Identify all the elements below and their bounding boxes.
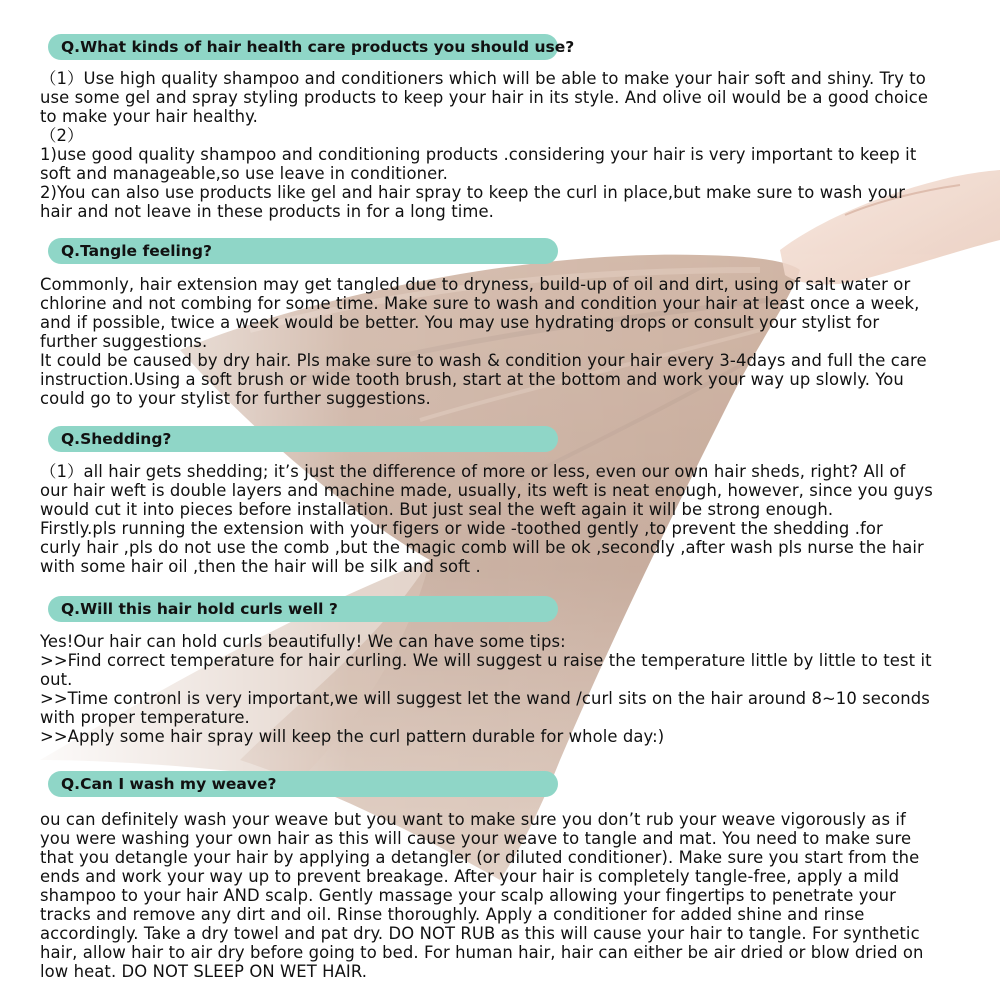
answer-line: to make your hair healthy.: [40, 107, 258, 126]
answer-line: out.: [40, 670, 73, 689]
answer-line: （1）Use high quality shampoo and conditioners which will be able to make your hair soft and shiny. Try to: [40, 69, 926, 88]
answer-line: use some gel and spray styling products to keep your hair in its style. And olive oil would be a good choice: [40, 88, 929, 107]
faq-heading-shedding: Q.Shedding?: [48, 426, 558, 452]
answer-line: soft and manageable,so use leave in conditioner.: [40, 164, 448, 183]
answer-line: 1)use good quality shampoo and conditioning products .considering your hair is very important to keep it: [40, 145, 917, 164]
faq-answer-wash: [40, 810, 975, 981]
answer-line: and if possible, twice a week would be better. You may use hydrating drops or consult your stylist for: [40, 313, 880, 332]
faq-heading-wash: Q.Can I wash my weave?: [48, 771, 558, 797]
answer-line: （1）all hair gets shedding; it’s just the difference of more or less, even our own hair sheds, right? All of: [40, 462, 906, 481]
answer-line: curly hair ,pls do not use the comb ,but the magic comb will be ok ,secondly ,after wash pls nurse the hair: [40, 538, 924, 557]
faq-answer-products: [40, 69, 975, 221]
faq-answer-shedding: [40, 462, 975, 576]
answer-line: tracks and remove any dirt and oil. Rinse thoroughly. Apply a conditioner for added shine and rinse: [40, 905, 865, 924]
answer-line: ends and work your way up to prevent breakage. After your hair is completely tangle-free, apply a mild: [40, 867, 900, 886]
answer-line: ou can definitely wash your weave but you want to make sure you don’t rub your weave vigorously as if: [40, 810, 906, 829]
answer-line: >>Find correct temperature for hair curling. We will suggest u raise the temperature little by little to test it: [40, 651, 932, 670]
answer-line: our hair weft is double layers and machine made, usually, its weft is neat enough, however, since you guys: [40, 481, 933, 500]
faq-answer-curls: [40, 632, 975, 746]
answer-line: you were washing your own hair as this will cause your weave to tangle and mat. You need to make sure: [40, 829, 912, 848]
answer-line: Firstly.pls running the extension with your figers or wide -toothed gently ,to prevent the shedding .for: [40, 519, 883, 538]
answer-line: chlorine and not combing for some time. Make sure to wash and condition your hair at least once a week,: [40, 294, 920, 313]
answer-line: that you detangle your hair by applying a detangler (or diluted conditioner). Make sure you start from the: [40, 848, 920, 867]
answer-line: Commonly, hair extension may get tangled due to dryness, build-up of oil and dirt, using of salt water or: [40, 275, 911, 294]
answer-line: accordingly. Take a dry towel and pat dry. DO NOT RUB as this will cause your hair to tangle. For synthetic: [40, 924, 920, 943]
answer-line: >>Apply some hair spray will keep the curl pattern durable for whole day:): [40, 727, 665, 746]
answer-line: instruction.Using a soft brush or wide tooth brush, start at the bottom and work your way up slowly. You: [40, 370, 904, 389]
answer-line: could go to your stylist for further suggestions.: [40, 389, 431, 408]
faq-heading-products: Q.What kinds of hair health care products you should use?: [48, 34, 558, 60]
answer-line: hair, allow hair to air dry before going to bed. For human hair, hair can either be air dried or blow dried on: [40, 943, 924, 962]
answer-line: would cut it into pieces before installation. But just seal the weft again it will be strong enough.: [40, 500, 834, 519]
answer-line: 2)You can also use products like gel and hair spray to keep the curl in place,but make sure to wash your: [40, 183, 906, 202]
answer-line: It could be caused by dry hair. Pls make sure to wash & condition your hair every 3-4days and full the care: [40, 351, 927, 370]
answer-line: shampoo to your hair AND scalp. Gently massage your scalp allowing your fingertips to penetrate your: [40, 886, 896, 905]
faq-answer-tangle: [40, 275, 975, 408]
answer-line: hair and not leave in these products in for a long time.: [40, 202, 494, 221]
answer-line: Yes!Our hair can hold curls beautifully! We can have some tips:: [40, 632, 566, 651]
answer-line: further suggestions.: [40, 332, 208, 351]
answer-line: >>Time contronl is very important,we will suggest let the wand /curl sits on the hair around 8~10 seconds: [40, 689, 930, 708]
faq-heading-tangle: Q.Tangle feeling?: [48, 238, 558, 264]
faq-heading-curls: Q.Will this hair hold curls well ?: [48, 596, 558, 622]
answer-line: low heat. DO NOT SLEEP ON WET HAIR.: [40, 962, 368, 981]
answer-line: （2）: [40, 126, 84, 145]
answer-line: with some hair oil ,then the hair will be silk and soft .: [40, 557, 481, 576]
answer-line: with proper temperature.: [40, 708, 250, 727]
